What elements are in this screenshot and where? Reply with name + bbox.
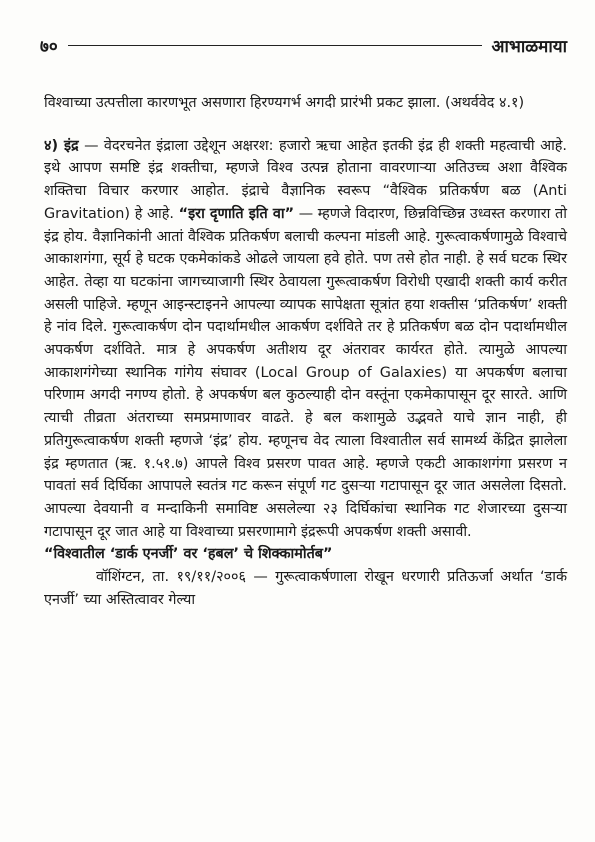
page-number: ७०: [40, 36, 58, 57]
page-body: [44, 92, 567, 611]
page-header: [40, 33, 567, 57]
paragraph-indra: [44, 135, 567, 544]
indra-intro-text: — वेदरचनेत इंद्राला उद्देशून अक्षरश: हजारो ऋचा आहेत इतकी इंद्र ही शक्ती महत्वाची आहे. इथे आपण समष्टि इंद्र शक्तीचा, म्हणजे विश्व उत्पन्न होताना वावरणाऱ्या अतिउच्च अशा वैश्विक शक्तिचा विचार करणार आहोत. इंद्राचे वैज्ञानिक स्वरूप “वैश्विक प्रतिकर्षण बळ (Anti Gravitation) हे आहे.: [44, 137, 567, 222]
news-subheading: “विश्वातील ‘डार्क एनर्जी’ वर ‘हबल’ चे शिक्कामोर्तब”: [44, 546, 333, 563]
header-rule: [68, 45, 482, 46]
indra-body-text: — म्हणजे विदारण, छिन्नविच्छिन्न उध्वस्त करणारा तो इंद्र होय. वैज्ञानिकांनी आतां वैश्विक प्रतिकर्षण बलाची कल्पना मांडली आहे. गुरूत्वाकर्षणामुळे विश्वाचे आकाशगंगा, सूर्य हे घटक एकमेकांकडे ओढले जायला हवे होते. पण तसे होत नाही. हे सर्व घटक स्थिर आहेत. तेव्हा या घटकांना जागच्याजागी स्थिर ठेवायला गुरूत्वाकर्षण विरोधी एखादी शक्ती कार्य करीत असली पाहिजे. म्हणून आइन्स्टाइनने आपल्या व्यापक सापेक्षता सूत्रांत हया शक्तीस ‘प्रतिकर्षण’ शक्ती हे नांव दिले. गुरूत्वाकर्षण दोन पदार्थामधील आकर्षण दर्शविते तर हे प्रतिकर्षण बळ दोन पदार्थामधील अपकर्षण दर्शविते. मात्र हे अपकर्षण अतीशय दूर अंतरावर कार्यरत होते. त्यामुळे आपल्या आकाशगंगेच्या स्थानिक गांगेय संघावर (Local Group of Galaxies) या अपकर्षण बलाचा परिणाम अगदी नगण्य होतो. हे अपकर्षण बल कुठल्याही दोन वस्तूंना एकमेकापासून दूर सारते. आणि त्याची तीव्रता अंतराच्या समप्रमाणावर वाढते. हे बल कशामुळे उद्भवते याचे ज्ञान नाही, ही प्रतिगुरूत्वाकर्षण शक्ती म्हणजे ‘इंद्र’ होय. म्हणूनच वेद त्याला विश्वातील सर्व सामर्थ्य केंद्रित झालेला इंद्र म्हणतात (ऋ. १.५१.७) आपले विश्व प्रसरण पावत आहे. म्हणजे एकटी आकाशगंगा प्रसरण न पावतां सर्व दिर्घिका आपापले स्वतंत्र गट करून संपूर्ण गट दुसऱ्या गटापासून दूर जात असलेला दिसतो. आपल्या देवयानी व मन्दाकिनी समाविष्ट असलेल्या २३ दिर्घिकांचा स्थानिक गट शेजारच्या दुसऱ्या गटापासून दूर जात आहे या विश्वाच्या प्रसरणामागे इंद्ररूपी अपकर्षण शक्ती असावी.: [44, 205, 567, 540]
section-heading-indra: ४) इंद्र: [44, 137, 79, 154]
paragraph-news: वॉशिंग्टन, ता. १९/११/२००६ — गुरूत्वाकर्षणाला रोखून धरणारी प्रतिऊर्जा अर्थात ‘डार्क एनर्जी’ च्या अस्तित्वावर गेल्या: [44, 569, 567, 608]
sanskrit-quote: “इरा दृणाति इति वा”: [178, 205, 295, 222]
running-title: आभाळमाया: [491, 36, 567, 57]
paragraph-gap: [44, 115, 567, 135]
paragraph-intro: विश्वाच्या उत्पत्तीला कारणभूत असणारा हिरण्यगर्भ अगदी प्रारंभी प्रकट झाला. (अथर्ववेद ४.१): [44, 95, 525, 111]
